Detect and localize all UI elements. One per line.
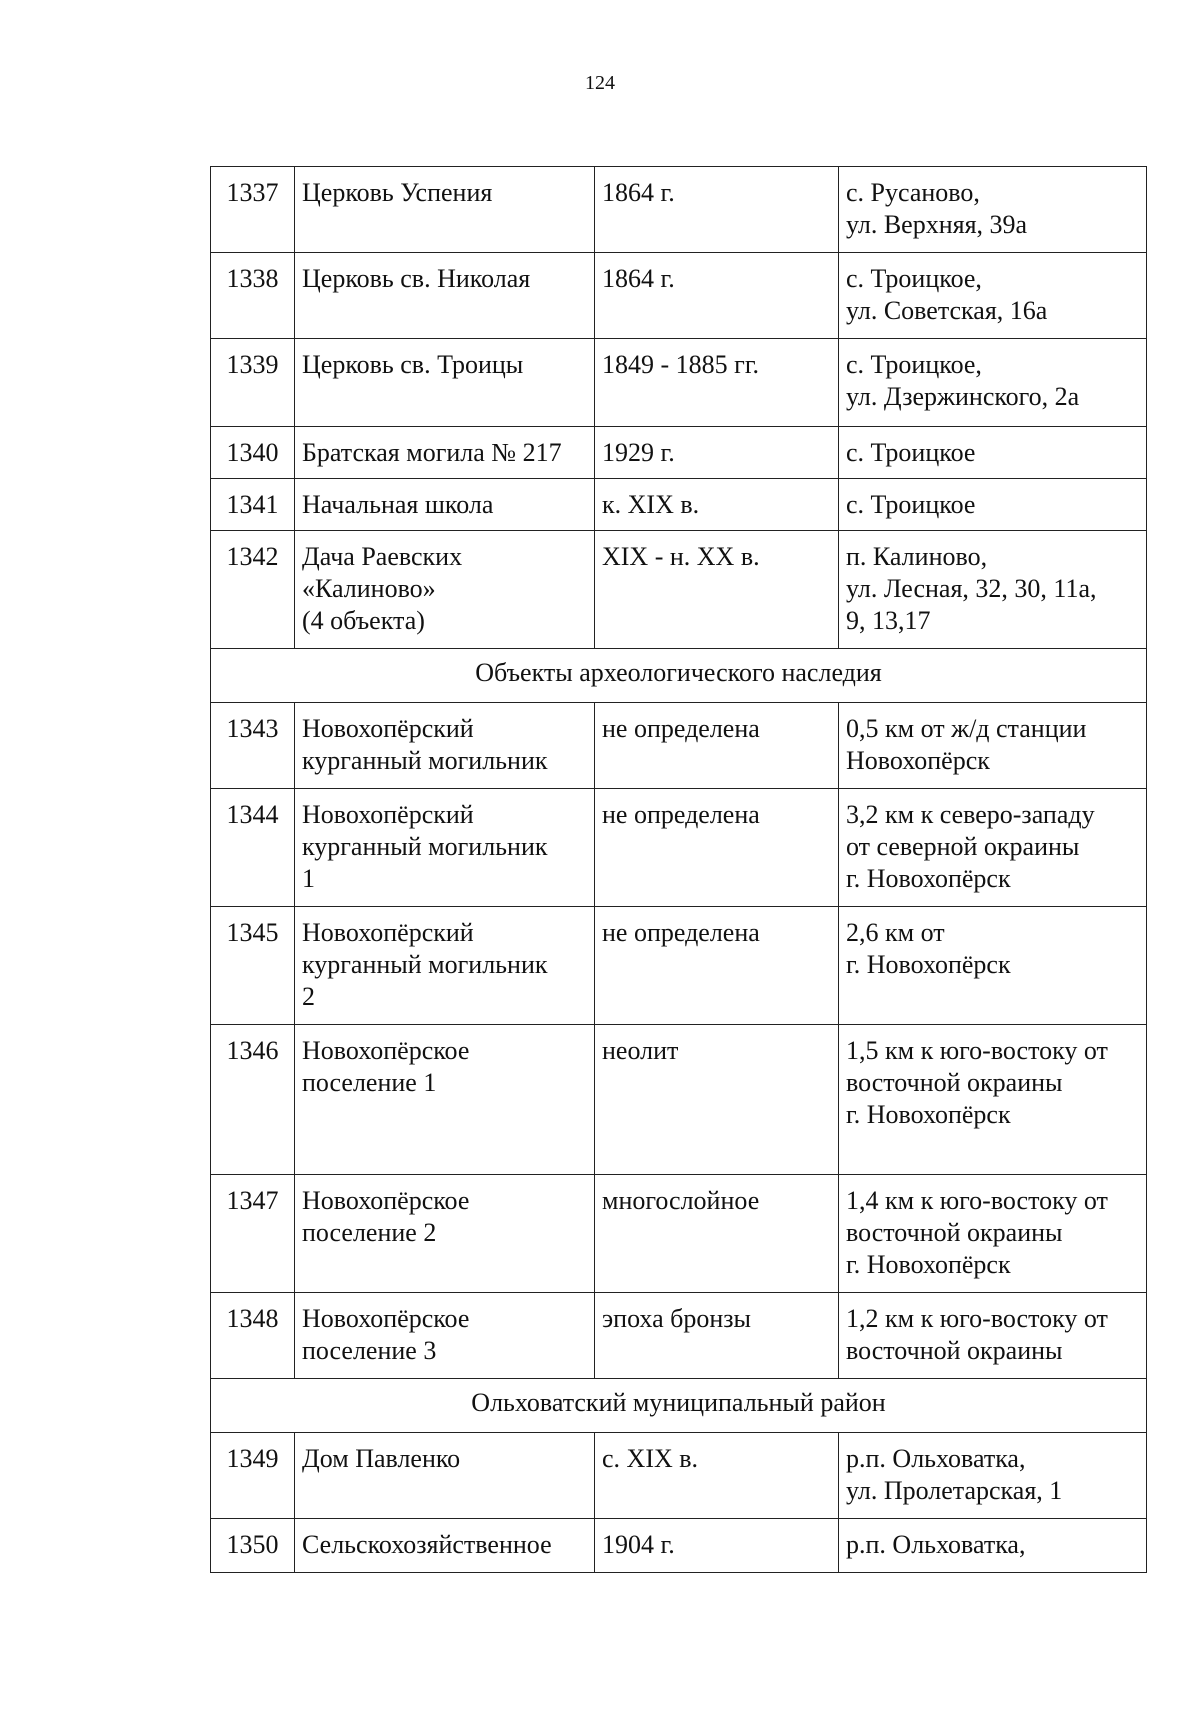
row-number-cell: 1348	[211, 1293, 295, 1379]
location-cell	[839, 907, 1147, 1025]
location-line: 1,2 км к юго-востоку от	[846, 1304, 1108, 1333]
location-cell	[839, 531, 1147, 649]
row-number-cell: 1343	[211, 703, 295, 789]
object-name-line: Дом Павленко	[302, 1444, 461, 1473]
object-name-cell	[295, 427, 595, 479]
object-name-line: поселение 1	[302, 1068, 437, 1097]
table-row	[211, 531, 1147, 649]
object-name-line: поселение 2	[302, 1218, 437, 1247]
object-name-cell	[295, 1293, 595, 1379]
object-name-line: Церковь св. Троицы	[302, 350, 524, 379]
object-name-line: 2	[302, 982, 315, 1011]
location-line: ул. Пролетарская, 1	[846, 1476, 1063, 1505]
location-line: ул. Лесная, 32, 30, 11а,	[846, 574, 1097, 603]
location-line: р.п. Ольховатка,	[846, 1530, 1026, 1559]
location-line: восточной окраины	[846, 1218, 1063, 1247]
location-line: г. Новохопёрск	[846, 1100, 1011, 1129]
location-cell	[839, 1175, 1147, 1293]
dating-cell: XIX - н. XX в.	[595, 531, 839, 649]
location-line: 1,5 км к юго-востоку от	[846, 1036, 1108, 1065]
location-cell	[839, 427, 1147, 479]
object-name-line: Новохопёрский	[302, 918, 474, 947]
dating-cell: 1904 г.	[595, 1519, 839, 1573]
object-name-line: Церковь св. Николая	[302, 264, 531, 293]
row-number-cell: 1340	[211, 427, 295, 479]
row-number-cell: 1341	[211, 479, 295, 531]
object-name-line: 1	[302, 864, 315, 893]
object-name-line: Новохопёрский	[302, 714, 474, 743]
location-cell	[839, 703, 1147, 789]
location-cell	[839, 253, 1147, 339]
object-name-cell	[295, 253, 595, 339]
location-cell	[839, 1433, 1147, 1519]
dating-cell: не определена	[595, 789, 839, 907]
object-name-line: «Калиново»	[302, 574, 436, 603]
table-row	[211, 427, 1147, 479]
object-name-cell	[295, 1175, 595, 1293]
dating-cell: 1929 г.	[595, 427, 839, 479]
page-number: 124	[585, 72, 615, 94]
location-cell	[839, 479, 1147, 531]
table-row	[211, 1025, 1147, 1175]
section-title: Ольховатский муниципальный район	[211, 1379, 1147, 1433]
row-number-cell: 1337	[211, 167, 295, 253]
location-line: ул. Верхняя, 39а	[846, 210, 1028, 239]
dating-cell: неолит	[595, 1025, 839, 1175]
object-name-line: Сельскохозяйственное	[302, 1530, 552, 1559]
object-name-cell	[295, 479, 595, 531]
location-line: г. Новохопёрск	[846, 1250, 1011, 1279]
location-cell	[839, 1519, 1147, 1573]
dating-cell: не определена	[595, 703, 839, 789]
location-cell	[839, 1293, 1147, 1379]
dating-cell: 1864 г.	[595, 253, 839, 339]
dating-cell: 1864 г.	[595, 167, 839, 253]
table-row	[211, 1293, 1147, 1379]
location-line: восточной окраины	[846, 1068, 1063, 1097]
dating-cell: эпоха бронзы	[595, 1293, 839, 1379]
registry-body	[211, 167, 1147, 1573]
location-cell	[839, 789, 1147, 907]
object-name-cell	[295, 703, 595, 789]
location-line: с. Троицкое,	[846, 350, 982, 379]
location-line: Новохопёрск	[846, 746, 990, 775]
location-cell	[839, 1025, 1147, 1175]
section-title: Объекты археологического наследия	[211, 649, 1147, 703]
location-line: 9, 13,17	[846, 606, 931, 635]
location-line: 0,5 км от ж/д станции	[846, 714, 1087, 743]
table-row	[211, 789, 1147, 907]
location-line: г. Новохопёрск	[846, 864, 1011, 893]
object-name-cell	[295, 1519, 595, 1573]
object-name-line: Новохопёрское	[302, 1186, 470, 1215]
object-name-line: (4 объекта)	[302, 606, 425, 635]
dating-cell: к. XIX в.	[595, 479, 839, 531]
row-number-cell: 1347	[211, 1175, 295, 1293]
table-row	[211, 703, 1147, 789]
object-name-line: поселение 3	[302, 1336, 437, 1365]
section-header-row	[211, 649, 1147, 703]
object-name-line: Церковь Успения	[302, 178, 493, 207]
row-number-cell: 1349	[211, 1433, 295, 1519]
location-line: с. Русаново,	[846, 178, 980, 207]
object-name-cell	[295, 1025, 595, 1175]
location-cell	[839, 339, 1147, 427]
object-name-line: Начальная школа	[302, 490, 494, 519]
object-name-line: Дача Раевских	[302, 542, 463, 571]
object-name-cell	[295, 1433, 595, 1519]
row-number-cell: 1338	[211, 253, 295, 339]
row-number-cell: 1344	[211, 789, 295, 907]
dating-cell: многослойное	[595, 1175, 839, 1293]
table-row	[211, 167, 1147, 253]
location-line: 2,6 км от	[846, 918, 945, 947]
table-row	[211, 253, 1147, 339]
object-name-cell	[295, 531, 595, 649]
object-name-line: Новохопёрское	[302, 1036, 470, 1065]
object-name-cell	[295, 339, 595, 427]
dating-cell: не определена	[595, 907, 839, 1025]
location-line: ул. Дзержинского, 2а	[846, 382, 1080, 411]
object-name-cell	[295, 907, 595, 1025]
location-line: 3,2 км к северо-западу	[846, 800, 1095, 829]
row-number-cell: 1346	[211, 1025, 295, 1175]
section-header-row	[211, 1379, 1147, 1433]
table-row	[211, 1519, 1147, 1573]
dating-cell: 1849 - 1885 гг.	[595, 339, 839, 427]
object-name-line: Новохопёрский	[302, 800, 474, 829]
row-number-cell: 1339	[211, 339, 295, 427]
table-row	[211, 1175, 1147, 1293]
table-row	[211, 907, 1147, 1025]
location-line: восточной окраины	[846, 1336, 1063, 1365]
row-number-cell: 1342	[211, 531, 295, 649]
location-cell	[839, 167, 1147, 253]
heritage-registry-table	[210, 166, 1147, 1573]
location-line: с. Троицкое	[846, 438, 976, 467]
table-row	[211, 479, 1147, 531]
row-number-cell: 1345	[211, 907, 295, 1025]
location-line: ул. Советская, 16а	[846, 296, 1048, 325]
location-line: с. Троицкое	[846, 490, 976, 519]
location-line: от северной окраины	[846, 832, 1080, 861]
object-name-cell	[295, 789, 595, 907]
table-row	[211, 1433, 1147, 1519]
object-name-line: курганный могильник	[302, 746, 548, 775]
row-number-cell: 1350	[211, 1519, 295, 1573]
location-line: п. Калиново,	[846, 542, 988, 571]
table-row	[211, 339, 1147, 427]
location-line: с. Троицкое,	[846, 264, 982, 293]
location-line: г. Новохопёрск	[846, 950, 1011, 979]
dating-cell: с. XIX в.	[595, 1433, 839, 1519]
object-name-cell	[295, 167, 595, 253]
location-line: 1,4 км к юго-востоку от	[846, 1186, 1108, 1215]
object-name-line: Братская могила № 217	[302, 438, 562, 467]
location-line: р.п. Ольховатка,	[846, 1444, 1026, 1473]
object-name-line: курганный могильник	[302, 832, 548, 861]
object-name-line: курганный могильник	[302, 950, 548, 979]
object-name-line: Новохопёрское	[302, 1304, 470, 1333]
